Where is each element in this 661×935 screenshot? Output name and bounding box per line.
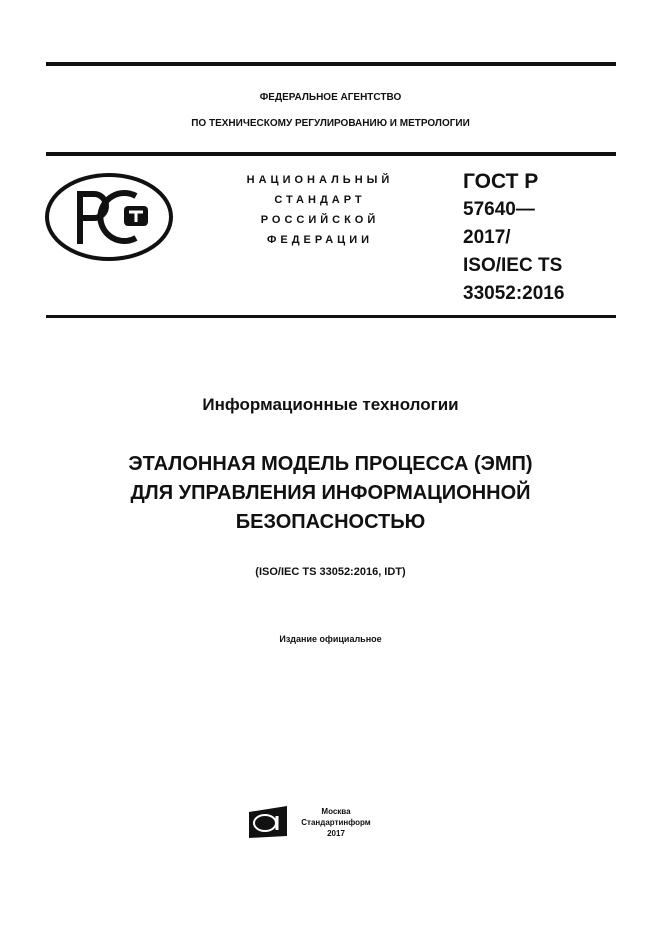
top-rule: [46, 62, 616, 66]
header-rule: [46, 152, 616, 156]
subject-heading: Информационные технологии: [202, 395, 459, 414]
designation-line: 57640—: [463, 199, 535, 220]
standartinform-logo-icon: [247, 804, 289, 840]
national-standard-line: СТАНДАРТ: [274, 194, 366, 206]
designation-rule: [46, 315, 616, 318]
agency-line2: ПО ТЕХНИЧЕСКОМУ РЕГУЛИРОВАНИЮ И МЕТРОЛОГИИ: [191, 118, 470, 129]
designation-line: ISO/IEC TS: [463, 255, 563, 276]
designation-line: 33052:2016: [463, 283, 565, 304]
title-line: БЕЗОПАСНОСТЬЮ: [235, 511, 426, 533]
designation-line: ГОСТ Р: [463, 170, 539, 193]
document-title: [0, 450, 661, 537]
title-line: ЭТАЛОННАЯ МОДЕЛЬ ПРОЦЕССА (ЭМП): [128, 453, 533, 475]
publisher-name: Стандартинформ: [301, 818, 371, 827]
designation-line: 2017/: [463, 227, 511, 248]
gost-r-logo-icon: [44, 172, 174, 262]
national-standard-line: РОССИЙСКОЙ: [260, 214, 380, 226]
publisher-city: Москва: [321, 807, 351, 816]
title-line: ДЛЯ УПРАВЛЕНИЯ ИНФОРМАЦИОННОЙ: [130, 482, 531, 504]
publication-year: 2017: [327, 829, 345, 838]
agency-line1: ФЕДЕРАЛЬНОЕ АГЕНТСТВО: [259, 92, 402, 103]
national-standard-line: ФЕДЕРАЦИИ: [266, 234, 374, 246]
standard-designation: [463, 168, 564, 308]
national-standard-line: НАЦИОНАЛЬНЫЙ: [246, 174, 394, 186]
publisher-block: [296, 806, 376, 839]
edition-note: Издание официальное: [279, 634, 382, 644]
international-reference: (ISO/IEC TS 33052:2016, IDT): [255, 566, 406, 578]
